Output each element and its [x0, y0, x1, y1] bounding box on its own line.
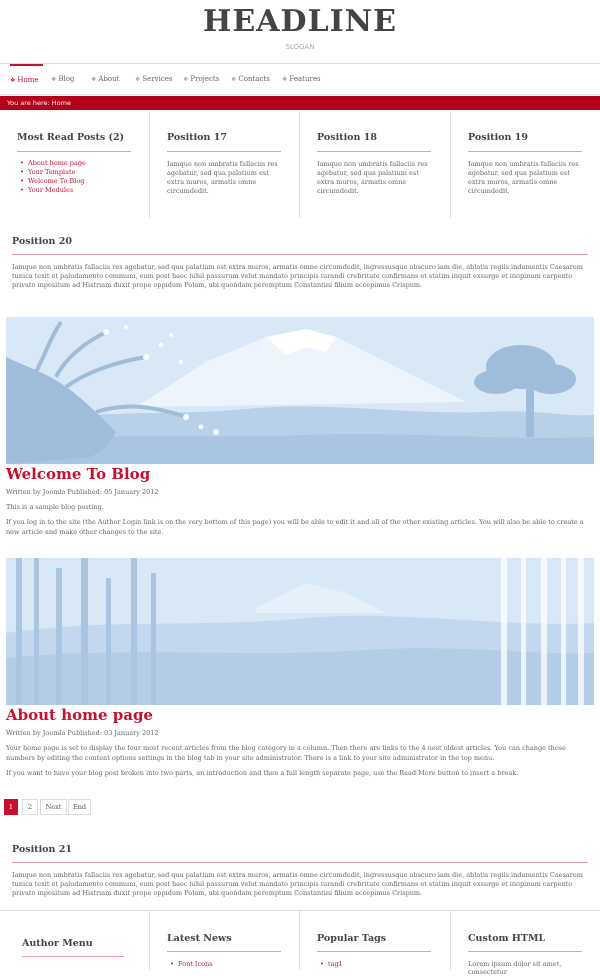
- position-19-module: [451, 112, 600, 218]
- bamboo-landscape-illustration: [6, 558, 594, 705]
- nav-item-services[interactable]: ❖ Services: [135, 75, 173, 83]
- page-1-button[interactable]: 1: [4, 799, 18, 815]
- position-20-module: [0, 218, 600, 298]
- title-divider: [17, 151, 131, 152]
- position-21-module: [0, 830, 600, 910]
- tag-link[interactable]: • tag1: [320, 960, 343, 968]
- article-image-mountain[interactable]: [6, 317, 594, 464]
- article-meta: Written by Joomla Published: 05 January 2012: [6, 488, 159, 496]
- title-divider: [468, 951, 582, 952]
- page-2-button[interactable]: 2: [22, 799, 38, 815]
- most-read-link[interactable]: • Your Template: [20, 168, 86, 177]
- latest-news-title: Latest News: [167, 933, 232, 944]
- bullet-icon: ❖: [10, 77, 16, 84]
- position-17-text: Iamque non umbratis fallaciis res agebatur, sed qua palatium est extra muros, armatis omne circumdedit.: [167, 160, 278, 195]
- nav-item-home[interactable]: ❖ Home: [10, 64, 43, 95]
- article-paragraph: Your home page is set to display the four most recent articles from the blog category in a column. Then there are links to the 4 nest oldest articles. You can change those numbers by editing the content options settings in the blog tab in your site administrator. There is a link to your site administrator in the top menu.: [6, 744, 566, 762]
- most-read-link[interactable]: • Welcome To Blog: [20, 177, 86, 186]
- title-divider: [167, 951, 281, 952]
- custom-html-title: Custom HTML: [468, 933, 546, 944]
- custom-html-text: Lorem ipsum dolor sit amet, consectetur: [468, 960, 562, 976]
- title-divider: [12, 254, 588, 255]
- position-21-text: Iamque non umbratis fallaciis res agebatur, sed qua palatium est extra muros, armatis omne circumdedit, ingressusque obscuro iam die, ablatis regiis indumentis Caesarem tunica texit et paludamento communi, eum post haec nihil passurum velut mandato principis iurandi crebritate confirmans et statim inquit exsurge et inopinum carpento privato inpositum ad Histriam duxit prope oppidum Polam, ubi quondam peremptum Constantini filium accepimus Crispum.: [12, 871, 583, 897]
- most-read-link[interactable]: • Your Modules: [20, 186, 86, 195]
- position-20-text: Iamque non umbratis fallaciis res agebatur, sed qua palatium est extra muros, armatis omne circumdedit, ingressusque obscuro iam die, ablatis regiis indumentis Caesarem tunica texit et paludamento communi, eum post haec nihil passurum velut mandato principis iurandi crebritate confirmans et statim inquit exsurge et inopinum carpento privato inpositum ad Histriam duxit prope oppidum Polam, ubi quondam peremptum Constantini filium accepimus Crispum.: [12, 263, 583, 289]
- positions-row: [0, 112, 600, 218]
- article-paragraph: If you log in to the site (the Author Login link is on the very bottom of this page) you will be able to edit it and all of the other existing articles. You will also be able to create a new article and make other changes to the site.: [6, 518, 584, 536]
- article-meta: Written by Joomla Published: 03 January 2012: [6, 729, 159, 737]
- title-divider: [317, 951, 431, 952]
- title-divider: [167, 151, 281, 152]
- article-title-link[interactable]: Welcome To Blog: [6, 465, 151, 483]
- nav-item-projects[interactable]: ❖ Projects: [183, 75, 220, 83]
- bullet-icon: ❖: [231, 76, 237, 83]
- nav-item-contacts[interactable]: ❖ Contacts: [231, 75, 270, 83]
- author-menu-module: [0, 911, 150, 970]
- bullet-icon: ❖: [135, 76, 141, 83]
- footer-modules: [0, 910, 600, 976]
- article-paragraph: This is a sample blog posting.: [6, 503, 104, 511]
- breadcrumb: You are here: Home: [0, 96, 600, 110]
- custom-html-module: [451, 911, 600, 976]
- most-read-title: Most Read Posts (2): [17, 132, 125, 143]
- title-divider: [22, 956, 124, 957]
- title-divider: [468, 151, 582, 152]
- article-paragraph: If you want to have your blog post broken into two parts, an introduction and then a full length separate page, use the Read More button to insert a break.: [6, 769, 519, 777]
- title-divider: [317, 151, 431, 152]
- position-18-text: Iamque non umbratis fallaciis res agebatur, sed qua palatium est extra muros, armatis omne circumdedit.: [317, 160, 428, 195]
- main-nav: [0, 63, 600, 95]
- most-read-list: [20, 159, 86, 195]
- position-19-text: Iamque non umbratis fallaciis res agebatur, sed qua palatium est extra muros, armatis omne circumdedit.: [468, 160, 579, 195]
- bullet-icon: ❖: [91, 76, 97, 83]
- article-title-link[interactable]: About home page: [6, 706, 153, 724]
- bullet-icon: ❖: [183, 76, 189, 83]
- mountain-landscape-illustration: [6, 317, 594, 464]
- title-divider: [12, 862, 588, 863]
- bullet-icon: ❖: [282, 76, 288, 83]
- position-17-module: [150, 112, 300, 218]
- article-image-bamboo[interactable]: [6, 558, 594, 705]
- end-page-button[interactable]: End: [68, 799, 91, 815]
- nav-item-features[interactable]: ❖ Features: [282, 75, 321, 83]
- position-17-title: Position 17: [167, 132, 227, 143]
- position-20-title: Position 20: [12, 236, 72, 247]
- nav-item-about[interactable]: ❖ About: [91, 75, 120, 83]
- most-read-link[interactable]: • About home page: [20, 159, 86, 168]
- author-menu-title: Author Menu: [22, 938, 93, 949]
- bullet-icon: ❖: [51, 76, 57, 83]
- site-slogan: SLOGAN: [285, 43, 315, 51]
- latest-news-link[interactable]: • Font Icons: [170, 960, 213, 968]
- site-header: [0, 0, 600, 62]
- position-21-title: Position 21: [12, 844, 72, 855]
- nav-item-blog[interactable]: ❖ Blog: [51, 75, 75, 83]
- position-18-title: Position 18: [317, 132, 377, 143]
- position-18-module: [300, 112, 451, 218]
- latest-news-module: [150, 911, 300, 970]
- next-page-button[interactable]: Next: [40, 799, 67, 815]
- most-read-module: [0, 112, 150, 218]
- popular-tags-module: [300, 911, 451, 970]
- popular-tags-title: Popular Tags: [317, 933, 387, 944]
- site-logo[interactable]: HEADLINE: [203, 4, 397, 39]
- position-19-title: Position 19: [468, 132, 528, 143]
